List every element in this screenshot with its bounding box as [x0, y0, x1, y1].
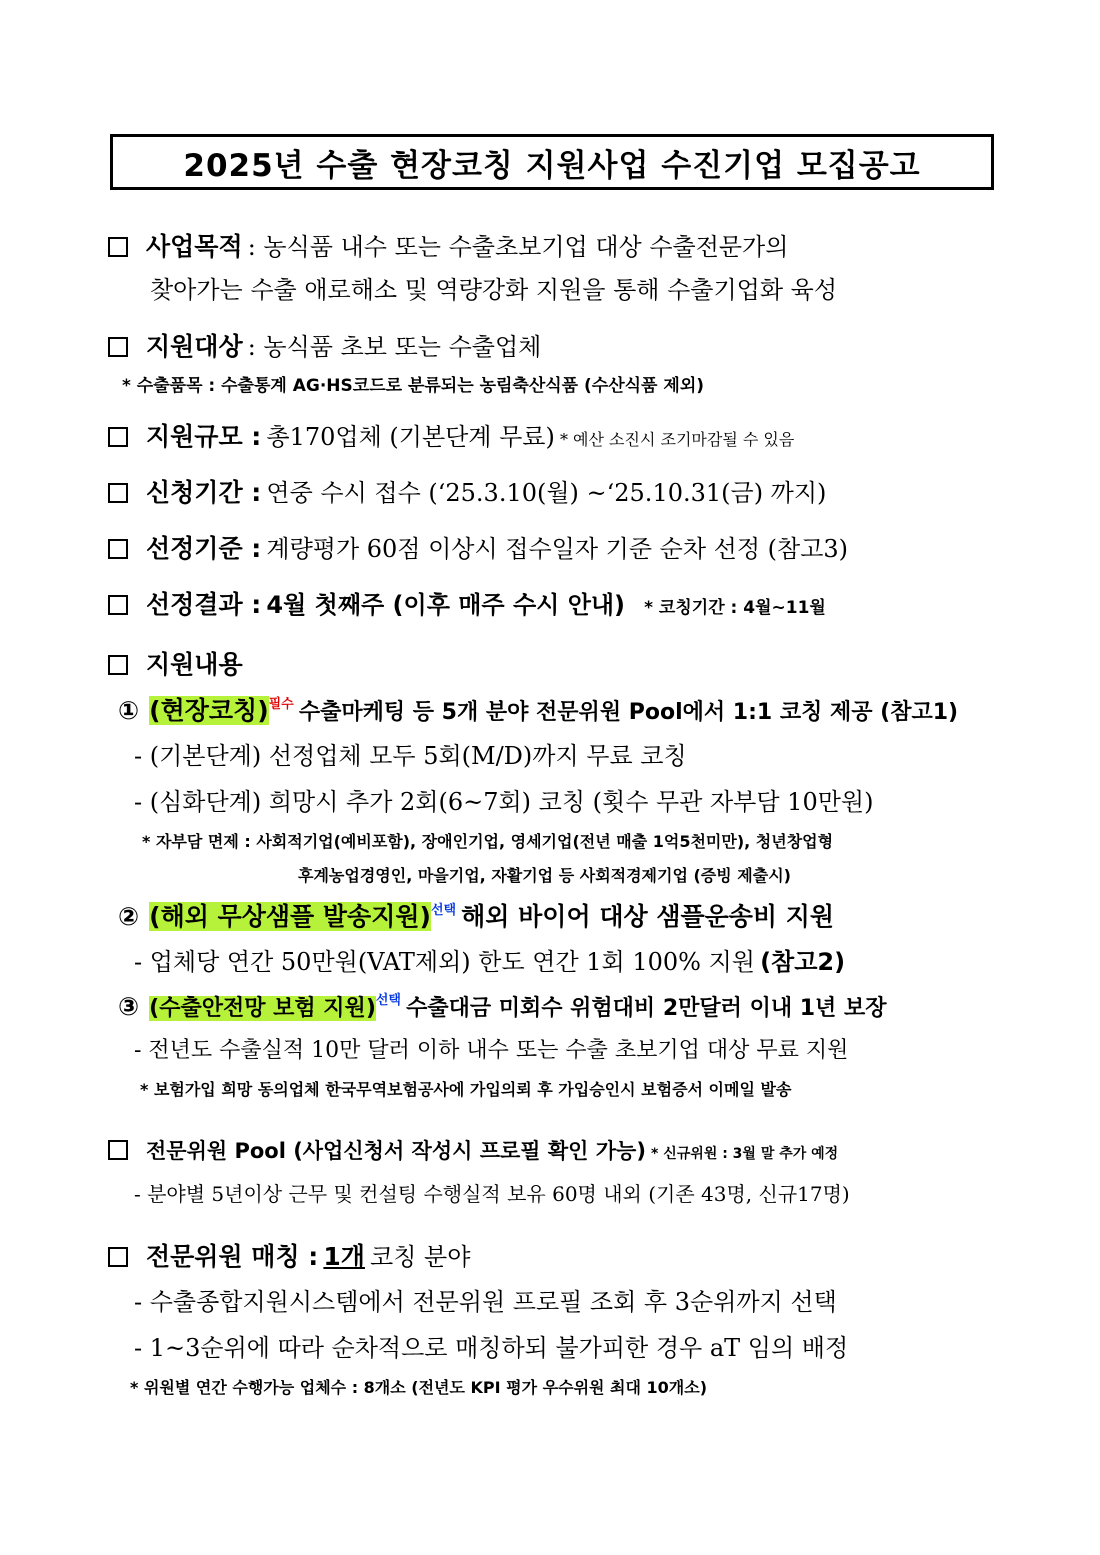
purpose-label: 사업목적	[146, 232, 243, 261]
item1-note2: 후계농업경영인, 마을기업, 자활기업 등 사회적경제기업 (증빙 제출시)	[298, 866, 791, 885]
target-note: * 수출품목 : 수출통계 AG·HS코드로 분류되는 농림축산식품 (수산식품 제외)	[122, 376, 705, 396]
item3-sub1: - 전년도 수출실적 10만 달러 이하 내수 또는 수출 초보기업 대상 무료 지원	[134, 1038, 849, 1063]
matching-row	[108, 1244, 998, 1269]
matching-count: 1개	[323, 1242, 365, 1271]
matching-sub2: - 1~3순위에 따라 순차적으로 매칭하되 불가피한 경우 aT 임의 배정	[134, 1334, 849, 1362]
purpose-line1: : 농식품 내수 또는 수출초보기업 대상 수출전문가의	[247, 233, 789, 261]
item1-note2-row	[298, 868, 1100, 884]
pool-sub1: - 분야별 5년이상 근무 및 컨설팅 수행실적 보유 60명 내외 (기존 43명, 신규17명)	[134, 1182, 850, 1206]
item2-row	[118, 904, 1008, 929]
checkbox-icon	[108, 1140, 128, 1160]
item2-sub1: - 업체당 연간 50만원(VAT제외) 한도 연간 1회 100% 지원	[134, 948, 755, 976]
item3-sub1-row	[134, 1040, 1024, 1062]
content-row	[108, 652, 998, 677]
item2-tag: 선택	[430, 903, 457, 918]
result-row	[108, 592, 998, 617]
matching-note1-row	[130, 1380, 1020, 1396]
checkbox-icon	[108, 337, 128, 357]
period-row	[108, 480, 998, 505]
item1-sub2: - (심화단계) 희망시 추가 2회(6~7회) 코칭 (횟수 무관 자부담 10만원)	[134, 788, 874, 816]
result-label: 선정결과 :	[146, 590, 262, 619]
item3-number: ③	[118, 992, 140, 1021]
matching-note1: * 위원별 연간 수행가능 업체수 : 8개소 (전년도 KPI 평가 우수위원 최대 10개소)	[130, 1378, 708, 1397]
criteria-text: 계량평가 60점 이상시 접수일자 기준 순차 선정 (참고3)	[266, 535, 849, 563]
item2-title: (해외 무상샘플 발송지원)	[149, 902, 431, 931]
matching-label: 전문위원 매칭 :	[146, 1242, 319, 1271]
page-title: 2025년 수출 현장코칭 지원사업 수진기업 모집공고	[183, 147, 921, 184]
scale-note: * 예산 소진시 조기마감될 수 있음	[559, 430, 795, 449]
item1-note1: * 자부담 면제 : 사회적기업(예비포함), 장애인기업, 영세기업(전년 매출 1억5천미만), 청년창업형	[142, 832, 834, 851]
item2-number: ②	[118, 902, 140, 931]
item3-row	[118, 994, 1008, 1020]
pool-row	[108, 1140, 998, 1162]
item1-desc: 수출마케팅 등 5개 분야 전문위원 Pool에서 1:1 코칭 제공 (참고1)	[298, 700, 959, 725]
purpose-line2-row	[150, 278, 1040, 302]
checkbox-icon	[108, 539, 128, 559]
item2-sub1-ref: (참고2)	[760, 948, 846, 976]
content-label: 지원내용	[146, 650, 243, 679]
matching-text: 코칭 분야	[370, 1243, 471, 1271]
item1-row	[118, 698, 1008, 724]
item1-sub2-row	[134, 790, 1024, 814]
scale-label: 지원규모 :	[146, 422, 262, 451]
checkbox-icon	[108, 595, 128, 615]
period-text: 연중 수시 접수 (‘25.3.10(월) ~‘25.10.31(금) 까지)	[266, 479, 827, 507]
item1-title: (현장코칭)	[149, 696, 269, 725]
scale-text: 총170업체 (기본단계 무료)	[266, 423, 555, 451]
pool-note: * 신규위원 : 3월 말 추가 예정	[651, 1146, 839, 1162]
matching-sub1-row	[134, 1290, 1024, 1314]
pool-sub1-row	[134, 1184, 1024, 1204]
checkbox-icon	[108, 483, 128, 503]
checkbox-icon	[108, 427, 128, 447]
item3-desc: 수출대금 미회수 위험대비 2만달러 이내 1년 보장	[406, 996, 887, 1021]
matching-sub1: - 수출종합지원시스템에서 전문위원 프로필 조회 후 3순위까지 선택	[134, 1288, 837, 1316]
item1-sub1: - (기본단계) 선정업체 모두 5회(M/D)까지 무료 코칭	[134, 742, 687, 770]
item3-tag: 선택	[375, 993, 401, 1008]
item1-tag: 필수	[268, 697, 294, 712]
item1-note1-row	[142, 834, 1032, 850]
criteria-label: 선정기준 :	[146, 534, 262, 563]
item2-desc: 해외 바이어 대상 샘플운송비 지원	[461, 902, 835, 931]
target-row	[108, 334, 998, 359]
checkbox-icon	[108, 237, 128, 257]
purpose-row	[108, 234, 998, 259]
scale-row	[108, 424, 998, 449]
item3-note1: * 보험가입 희망 동의업체 한국무역보험공사에 가입의뢰 후 가입승인시 보험증서 이메일 발송	[140, 1080, 792, 1099]
result-text: 4월 첫째주 (이후 매주 수시 안내)	[266, 591, 626, 619]
item2-sub1-row	[134, 950, 1024, 974]
item3-note1-row	[140, 1082, 1030, 1098]
item3-title: (수출안전망 보험 지원)	[149, 996, 376, 1021]
target-label: 지원대상	[146, 332, 243, 361]
pool-label: 전문위원 Pool (사업신청서 작성시 프로필 확인 가능)	[146, 1139, 646, 1163]
target-text: : 농식품 초보 또는 수출업체	[247, 333, 542, 361]
matching-sub2-row	[134, 1336, 1024, 1360]
period-label: 신청기간 :	[146, 478, 262, 507]
criteria-row	[108, 536, 998, 561]
result-note: * 코칭기간 : 4월~11월	[644, 598, 826, 618]
checkbox-icon	[108, 1247, 128, 1267]
item1-sub1-row	[134, 744, 1024, 768]
title-box	[110, 134, 994, 190]
checkbox-icon	[108, 655, 128, 675]
target-note-row	[122, 378, 1012, 395]
item1-number: ①	[118, 696, 140, 725]
purpose-line2: 찾아가는 수출 애로해소 및 역량강화 지원을 통해 수출기업화 육성	[150, 276, 837, 304]
